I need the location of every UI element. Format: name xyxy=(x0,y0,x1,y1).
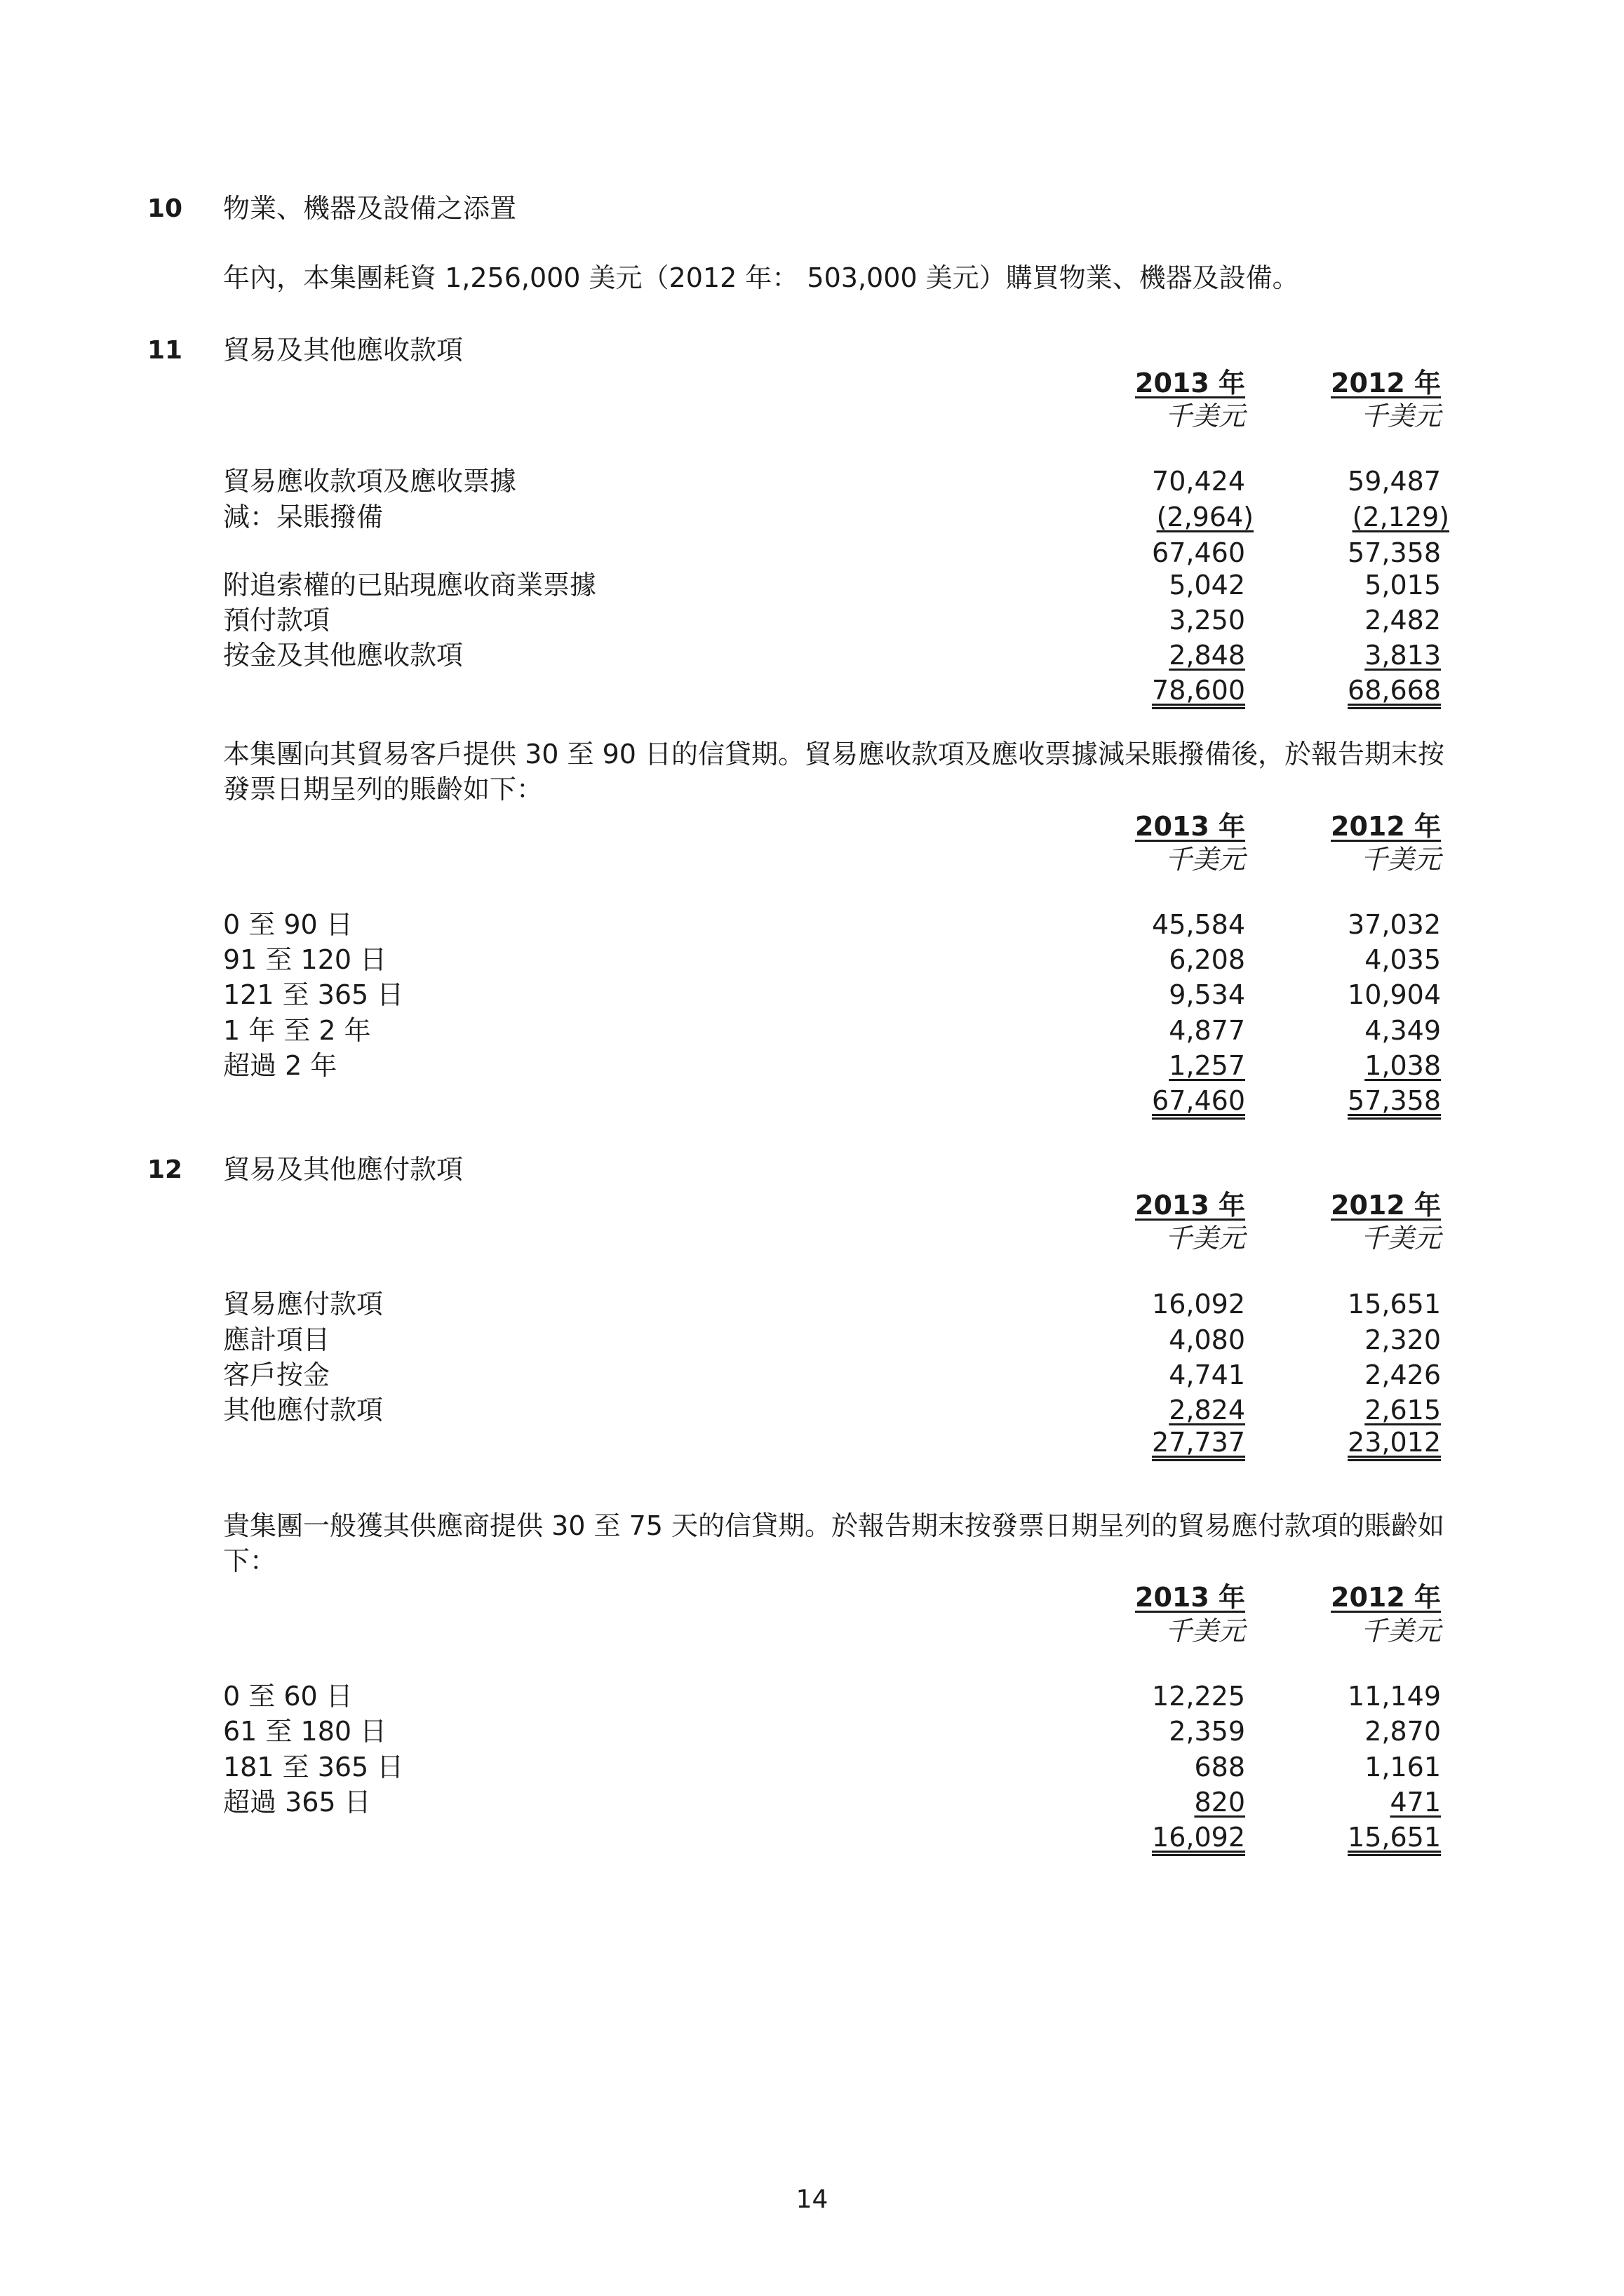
s11-aging-value-2012: 37,032 xyxy=(1348,909,1441,940)
s12-row-value-2013: 4,741 xyxy=(1169,1360,1245,1390)
section-10-title: 物業、機器及設備之添置 xyxy=(223,193,517,224)
s11-row-label: 附追索權的已貼現應收商業票據 xyxy=(223,570,597,600)
s12-aging-total-2013: 16,092 xyxy=(1152,1822,1245,1853)
s12-aging-header-unit-2013: 千美元 xyxy=(1165,1616,1245,1646)
s11-row-value-2013: 70,424 xyxy=(1152,466,1245,497)
s12-aging-value-2013: 820 xyxy=(1194,1787,1245,1818)
s11-row-value-2012: (2,129) xyxy=(1352,502,1449,532)
s11-total-2013: 78,600 xyxy=(1152,675,1245,706)
s12-header-unit-2013: 千美元 xyxy=(1165,1223,1245,1254)
s11-aging-total-2013: 67,460 xyxy=(1152,1085,1245,1116)
s11-aging-value-2012: 4,035 xyxy=(1364,944,1441,975)
s11-aging-label: 超過 2 年 xyxy=(223,1050,337,1081)
s11-aging-header-unit-2013: 千美元 xyxy=(1165,844,1245,875)
s11-total-2012: 68,668 xyxy=(1348,675,1441,706)
s11-aging-label: 91 至 120 日 xyxy=(223,944,387,975)
s12-aging-value-2012: 11,149 xyxy=(1348,1681,1441,1712)
section-11-title: 貿易及其他應收款項 xyxy=(223,335,464,365)
s12-total-2013: 27,737 xyxy=(1152,1427,1245,1458)
s12-aging-value-2012: 2,870 xyxy=(1364,1716,1441,1747)
s12-row-value-2013: 2,824 xyxy=(1169,1395,1245,1425)
page-number: 14 xyxy=(796,2185,828,2214)
s11-row-value-2012: 2,482 xyxy=(1364,605,1441,636)
s11-aging-header-year-2013: 2013 年 xyxy=(1135,811,1245,842)
s11-header-unit-2013: 千美元 xyxy=(1165,401,1245,431)
s11-aging-value-2012: 4,349 xyxy=(1364,1015,1441,1046)
s12-row-label: 應計項目 xyxy=(223,1324,330,1355)
s11-header-unit-2012: 千美元 xyxy=(1360,401,1441,431)
s12-row-value-2013: 16,092 xyxy=(1152,1289,1245,1320)
s12-aging-value-2013: 688 xyxy=(1194,1752,1245,1783)
s12-aging-label: 61 至 180 日 xyxy=(223,1716,387,1747)
s11-aging-value-2013: 9,534 xyxy=(1169,979,1245,1010)
s11-row-value-2012: 59,487 xyxy=(1348,466,1441,497)
s12-aging-header-year-2013: 2013 年 xyxy=(1135,1582,1245,1613)
s11-aging-label: 1 年 至 2 年 xyxy=(223,1015,371,1046)
s11-aging-header-year-2012: 2012 年 xyxy=(1331,811,1441,842)
s12-aging-header-unit-2012: 千美元 xyxy=(1360,1616,1441,1646)
s12-aging-label: 181 至 365 日 xyxy=(223,1752,404,1783)
s11-aging-value-2012: 10,904 xyxy=(1348,979,1441,1010)
s11-aging-total-2012: 57,358 xyxy=(1348,1085,1441,1116)
s11-header-year-2013: 2013 年 xyxy=(1135,368,1245,398)
s11-row-label: 按金及其他應收款項 xyxy=(223,640,464,671)
s12-aging-paragraph: 貴集團一般獲其供應商提供 30 至 75 天的信貸期。於報告期末按發票日期呈列的貿易應付款項的賬齡如下： xyxy=(223,1510,1445,1576)
s12-row-value-2013: 4,080 xyxy=(1169,1324,1245,1355)
s11-row-value-2012: 3,813 xyxy=(1364,640,1441,671)
s12-row-label: 客戶按金 xyxy=(223,1360,330,1390)
s12-row-value-2012: 2,426 xyxy=(1364,1360,1441,1390)
s12-aging-label: 超過 365 日 xyxy=(223,1787,371,1818)
s11-aging-paragraph: 本集團向其貿易客戶提供 30 至 90 日的信貸期。貿易應收款項及應收票據減呆賬撥備後，於報告期末按發票日期呈列的賬齡如下： xyxy=(223,739,1445,805)
s12-aging-value-2012: 471 xyxy=(1390,1787,1441,1818)
s12-aging-value-2012: 1,161 xyxy=(1364,1752,1441,1783)
s11-aging-value-2013: 45,584 xyxy=(1152,909,1245,940)
s12-aging-total-2012: 15,651 xyxy=(1348,1822,1441,1853)
s12-row-value-2012: 15,651 xyxy=(1348,1289,1441,1320)
s11-row-label: 減：呆賬撥備 xyxy=(223,502,384,532)
s12-total-2012: 23,012 xyxy=(1348,1427,1441,1458)
s11-row-label: 貿易應收款項及應收票據 xyxy=(223,466,517,497)
s11-subtotal-2012: 57,358 xyxy=(1348,537,1441,568)
s11-aging-value-2012: 1,038 xyxy=(1364,1050,1441,1081)
s11-row-value-2013: 5,042 xyxy=(1169,570,1245,600)
section-11-number: 11 xyxy=(147,336,183,365)
s11-aging-label: 0 至 90 日 xyxy=(223,909,353,940)
s11-row-value-2012: 5,015 xyxy=(1364,570,1441,600)
s12-row-value-2012: 2,320 xyxy=(1364,1324,1441,1355)
s12-header-year-2013: 2013 年 xyxy=(1135,1190,1245,1221)
s11-aging-value-2013: 1,257 xyxy=(1169,1050,1245,1081)
s12-aging-header-year-2012: 2012 年 xyxy=(1331,1582,1441,1613)
s12-aging-value-2013: 2,359 xyxy=(1169,1716,1245,1747)
s11-header-year-2012: 2012 年 xyxy=(1331,368,1441,398)
s11-row-value-2013: (2,964) xyxy=(1156,502,1254,532)
s11-aging-header-unit-2012: 千美元 xyxy=(1360,844,1441,875)
s12-header-year-2012: 2012 年 xyxy=(1331,1190,1441,1221)
section-10-paragraph: 年內，本集團耗資 1,256,000 美元（2012 年： 503,000 美元）購買物業、機器及設備。 xyxy=(223,262,1299,293)
s11-row-value-2013: 3,250 xyxy=(1169,605,1245,636)
s12-aging-value-2013: 12,225 xyxy=(1152,1681,1245,1712)
s12-aging-label: 0 至 60 日 xyxy=(223,1681,353,1712)
s11-row-value-2013: 2,848 xyxy=(1169,640,1245,671)
s12-header-unit-2012: 千美元 xyxy=(1360,1223,1441,1254)
s11-row-label: 預付款項 xyxy=(223,605,330,636)
section-10-number: 10 xyxy=(147,194,183,223)
s11-aging-value-2013: 6,208 xyxy=(1169,944,1245,975)
section-12-title: 貿易及其他應付款項 xyxy=(223,1154,464,1185)
s12-row-value-2012: 2,615 xyxy=(1364,1395,1441,1425)
s12-row-label: 貿易應付款項 xyxy=(223,1289,384,1320)
s11-subtotal-2013: 67,460 xyxy=(1152,537,1245,568)
s11-aging-value-2013: 4,877 xyxy=(1169,1015,1245,1046)
s12-row-label: 其他應付款項 xyxy=(223,1395,384,1425)
section-12-number: 12 xyxy=(147,1155,183,1184)
s11-aging-label: 121 至 365 日 xyxy=(223,979,404,1010)
